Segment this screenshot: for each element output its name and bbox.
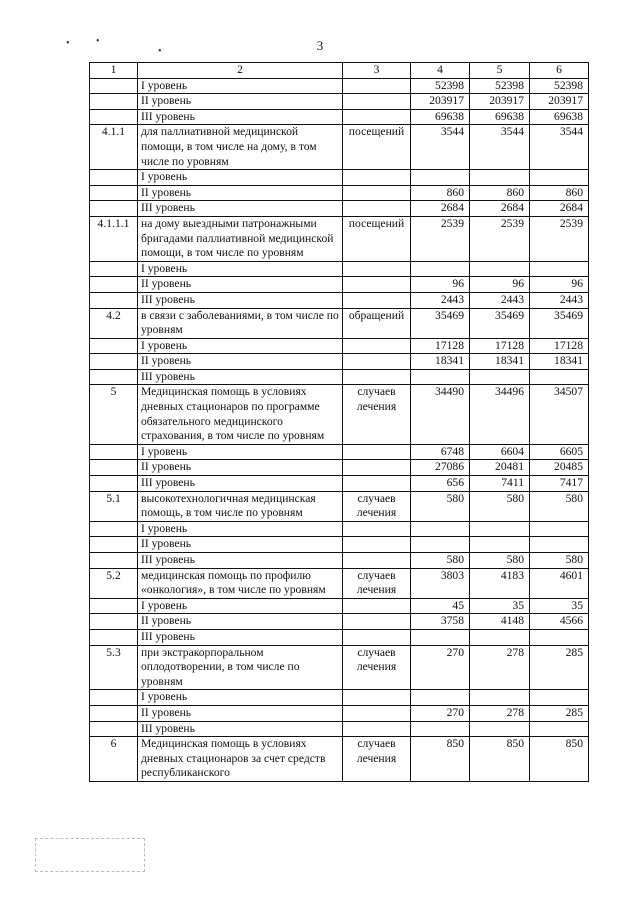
table-row <box>90 737 589 782</box>
row-label-cell: I уровень <box>138 78 343 94</box>
row-number-cell <box>90 690 138 706</box>
table-row <box>90 629 589 645</box>
value-cell-col6: 18341 <box>530 354 589 370</box>
row-number-cell: 6 <box>90 737 138 782</box>
value-cell-col6: 96 <box>530 277 589 293</box>
row-label-cell: III уровень <box>138 629 343 645</box>
value-cell-col6: 580 <box>530 491 589 521</box>
value-cell-col5: 17128 <box>470 338 530 354</box>
row-label-cell: I уровень <box>138 598 343 614</box>
value-cell-col4: 2539 <box>411 216 470 261</box>
table-row <box>90 721 589 737</box>
row-label-cell: III уровень <box>138 721 343 737</box>
value-cell-col4: 203917 <box>411 94 470 110</box>
value-cell-col5 <box>470 170 530 186</box>
row-number-cell <box>90 598 138 614</box>
value-cell-col6: 580 <box>530 553 589 569</box>
row-label-cell: II уровень <box>138 460 343 476</box>
value-cell-col4: 656 <box>411 476 470 492</box>
header-cell: 1 <box>90 63 138 79</box>
header-cell: 5 <box>470 63 530 79</box>
value-cell-col6: 4566 <box>530 614 589 630</box>
value-cell-col5 <box>470 721 530 737</box>
table-row <box>90 645 589 690</box>
row-number-cell <box>90 553 138 569</box>
unit-cell <box>343 338 411 354</box>
table-row <box>90 185 589 201</box>
row-label-cell: III уровень <box>138 553 343 569</box>
value-cell-col4 <box>411 369 470 385</box>
value-cell-col6: 69638 <box>530 109 589 125</box>
unit-cell: обращений <box>343 308 411 338</box>
row-label-cell: III уровень <box>138 369 343 385</box>
value-cell-col6 <box>530 537 589 553</box>
table-row <box>90 568 589 598</box>
value-cell-col4: 45 <box>411 598 470 614</box>
row-number-cell: 4.1.1 <box>90 125 138 170</box>
row-number-cell: 5.3 <box>90 645 138 690</box>
unit-cell <box>343 476 411 492</box>
row-label-cell: II уровень <box>138 705 343 721</box>
value-cell-col5: 35 <box>470 598 530 614</box>
value-cell-col6 <box>530 369 589 385</box>
unit-cell <box>343 537 411 553</box>
value-cell-col4: 6748 <box>411 444 470 460</box>
value-cell-col6 <box>530 521 589 537</box>
unit-cell <box>343 261 411 277</box>
row-label-cell: I уровень <box>138 444 343 460</box>
unit-cell: посещений <box>343 216 411 261</box>
table-row <box>90 385 589 444</box>
row-label-cell: Медицинская помощь в условиях дневных стационаров по программе обязательного медицинского страхования, в том числе по уровням <box>138 385 343 444</box>
row-number-cell <box>90 277 138 293</box>
value-cell-col5: 69638 <box>470 109 530 125</box>
value-cell-col4: 850 <box>411 737 470 782</box>
table-row <box>90 338 589 354</box>
unit-cell <box>343 292 411 308</box>
unit-cell <box>343 598 411 614</box>
row-label-cell: I уровень <box>138 521 343 537</box>
table-row <box>90 261 589 277</box>
row-number-cell <box>90 476 138 492</box>
row-label-cell: III уровень <box>138 109 343 125</box>
unit-cell <box>343 690 411 706</box>
unit-cell: случаев лечения <box>343 645 411 690</box>
row-label-cell: I уровень <box>138 338 343 354</box>
value-cell-col5: 35469 <box>470 308 530 338</box>
unit-cell: случаев лечения <box>343 737 411 782</box>
value-cell-col5: 860 <box>470 185 530 201</box>
value-cell-col4 <box>411 721 470 737</box>
row-label-cell: I уровень <box>138 261 343 277</box>
value-cell-col5: 3544 <box>470 125 530 170</box>
value-cell-col5: 850 <box>470 737 530 782</box>
scan-speck: • <box>96 36 100 47</box>
table-row <box>90 125 589 170</box>
row-number-cell <box>90 109 138 125</box>
table-row <box>90 308 589 338</box>
value-cell-col5: 4183 <box>470 568 530 598</box>
value-cell-col6: 35469 <box>530 308 589 338</box>
header-cell: 3 <box>343 63 411 79</box>
header-cell: 6 <box>530 63 589 79</box>
value-cell-col6: 34507 <box>530 385 589 444</box>
table-row <box>90 78 589 94</box>
value-cell-col5 <box>470 690 530 706</box>
value-cell-col6: 285 <box>530 705 589 721</box>
row-number-cell: 4.1.1.1 <box>90 216 138 261</box>
unit-cell <box>343 460 411 476</box>
row-label-cell: III уровень <box>138 476 343 492</box>
unit-cell <box>343 721 411 737</box>
table-row <box>90 94 589 110</box>
row-label-cell: медицинская помощь по профилю «онкология», в том числе по уровням <box>138 568 343 598</box>
row-label-cell: II уровень <box>138 614 343 630</box>
value-cell-col4 <box>411 629 470 645</box>
unit-cell <box>343 553 411 569</box>
table-row <box>90 277 589 293</box>
table-row <box>90 170 589 186</box>
table-row <box>90 614 589 630</box>
row-number-cell <box>90 521 138 537</box>
table-row <box>90 292 589 308</box>
unit-cell: случаев лечения <box>343 491 411 521</box>
unit-cell <box>343 201 411 217</box>
value-cell-col6: 203917 <box>530 94 589 110</box>
row-number-cell <box>90 721 138 737</box>
unit-cell <box>343 354 411 370</box>
row-label-cell: высокотехнологичная медицинская помощь, в том числе по уровням <box>138 491 343 521</box>
value-cell-col4: 34490 <box>411 385 470 444</box>
table-row <box>90 109 589 125</box>
row-label-cell: I уровень <box>138 170 343 186</box>
row-label-cell: на дому выездными патронажными бригадами паллиативной медицинской помощи, в том числе по уровням <box>138 216 343 261</box>
table-body <box>90 63 589 782</box>
value-cell-col5: 2443 <box>470 292 530 308</box>
unit-cell <box>343 614 411 630</box>
value-cell-col6: 3544 <box>530 125 589 170</box>
unit-cell <box>343 629 411 645</box>
value-cell-col6: 6605 <box>530 444 589 460</box>
value-cell-col5 <box>470 629 530 645</box>
row-label-cell: в связи с заболеваниями, в том числе по уровням <box>138 308 343 338</box>
value-cell-col5: 7411 <box>470 476 530 492</box>
row-number-cell <box>90 185 138 201</box>
table-row <box>90 598 589 614</box>
value-cell-col5: 580 <box>470 553 530 569</box>
value-cell-col4 <box>411 170 470 186</box>
unit-cell <box>343 521 411 537</box>
value-cell-col4: 2684 <box>411 201 470 217</box>
row-number-cell: 5 <box>90 385 138 444</box>
row-label-cell: II уровень <box>138 537 343 553</box>
row-label-cell: II уровень <box>138 185 343 201</box>
value-cell-col4 <box>411 537 470 553</box>
table-row <box>90 369 589 385</box>
stamp <box>35 838 145 872</box>
value-cell-col5: 203917 <box>470 94 530 110</box>
header-cell: 2 <box>138 63 343 79</box>
row-label-cell: II уровень <box>138 354 343 370</box>
value-cell-col6: 860 <box>530 185 589 201</box>
row-number-cell <box>90 705 138 721</box>
value-cell-col5 <box>470 369 530 385</box>
value-cell-col4: 580 <box>411 491 470 521</box>
value-cell-col5 <box>470 521 530 537</box>
value-cell-col4: 96 <box>411 277 470 293</box>
row-label-cell: III уровень <box>138 292 343 308</box>
value-cell-col5: 18341 <box>470 354 530 370</box>
value-cell-col4: 17128 <box>411 338 470 354</box>
value-cell-col6: 2539 <box>530 216 589 261</box>
unit-cell <box>343 170 411 186</box>
row-number-cell <box>90 354 138 370</box>
row-number-cell <box>90 94 138 110</box>
value-cell-col6 <box>530 690 589 706</box>
unit-cell: случаев лечения <box>343 385 411 444</box>
unit-cell <box>343 109 411 125</box>
table-row <box>90 444 589 460</box>
value-cell-col5: 52398 <box>470 78 530 94</box>
table-row <box>90 690 589 706</box>
table-row <box>90 476 589 492</box>
table-row <box>90 201 589 217</box>
unit-cell <box>343 705 411 721</box>
value-cell-col4: 35469 <box>411 308 470 338</box>
row-number-cell <box>90 170 138 186</box>
value-cell-col4: 270 <box>411 645 470 690</box>
value-cell-col6: 285 <box>530 645 589 690</box>
value-cell-col5: 580 <box>470 491 530 521</box>
row-number-cell <box>90 460 138 476</box>
unit-cell: посещений <box>343 125 411 170</box>
row-number-cell <box>90 629 138 645</box>
row-label-cell: Медицинская помощь в условиях дневных стационаров за счет средств республиканского <box>138 737 343 782</box>
value-cell-col5: 278 <box>470 645 530 690</box>
row-label-cell: для паллиативной медицинской помощи, в том числе на дому, в том числе по уровням <box>138 125 343 170</box>
unit-cell: случаев лечения <box>343 568 411 598</box>
unit-cell <box>343 277 411 293</box>
value-cell-col4: 2443 <box>411 292 470 308</box>
value-cell-col5: 20481 <box>470 460 530 476</box>
table-row <box>90 491 589 521</box>
row-number-cell <box>90 444 138 460</box>
value-cell-col4: 580 <box>411 553 470 569</box>
value-cell-col4: 52398 <box>411 78 470 94</box>
value-cell-col6 <box>530 629 589 645</box>
value-cell-col6: 52398 <box>530 78 589 94</box>
value-cell-col4 <box>411 521 470 537</box>
value-cell-col4: 3758 <box>411 614 470 630</box>
row-number-cell <box>90 261 138 277</box>
scan-speck: • <box>158 46 162 57</box>
header-row <box>90 63 589 79</box>
row-number-cell: 5.2 <box>90 568 138 598</box>
row-label-cell: III уровень <box>138 201 343 217</box>
value-cell-col6: 35 <box>530 598 589 614</box>
table-row <box>90 460 589 476</box>
row-number-cell <box>90 338 138 354</box>
value-cell-col4: 69638 <box>411 109 470 125</box>
table-row <box>90 354 589 370</box>
value-cell-col5: 2539 <box>470 216 530 261</box>
row-number-cell <box>90 537 138 553</box>
page-number: 3 <box>316 38 324 53</box>
value-cell-col6: 20485 <box>530 460 589 476</box>
value-cell-col6 <box>530 721 589 737</box>
value-cell-col4: 270 <box>411 705 470 721</box>
unit-cell <box>343 444 411 460</box>
value-cell-col4: 3544 <box>411 125 470 170</box>
table-row <box>90 537 589 553</box>
row-label-cell: I уровень <box>138 690 343 706</box>
row-number-cell: 4.2 <box>90 308 138 338</box>
value-cell-col4: 18341 <box>411 354 470 370</box>
row-number-cell <box>90 78 138 94</box>
row-number-cell <box>90 614 138 630</box>
unit-cell <box>343 185 411 201</box>
table-row <box>90 521 589 537</box>
unit-cell <box>343 94 411 110</box>
table-row <box>90 705 589 721</box>
value-cell-col6: 4601 <box>530 568 589 598</box>
value-cell-col6: 7417 <box>530 476 589 492</box>
value-cell-col4: 3803 <box>411 568 470 598</box>
row-label-cell: II уровень <box>138 94 343 110</box>
header-cell: 4 <box>411 63 470 79</box>
value-cell-col4: 27086 <box>411 460 470 476</box>
row-number-cell <box>90 369 138 385</box>
table-row <box>90 216 589 261</box>
value-cell-col6: 17128 <box>530 338 589 354</box>
value-cell-col5: 96 <box>470 277 530 293</box>
row-number-cell <box>90 201 138 217</box>
row-number-cell: 5.1 <box>90 491 138 521</box>
unit-cell <box>343 78 411 94</box>
value-cell-col6: 2443 <box>530 292 589 308</box>
value-cell-col5: 6604 <box>470 444 530 460</box>
value-cell-col6 <box>530 170 589 186</box>
value-cell-col6 <box>530 261 589 277</box>
value-cell-col6: 2684 <box>530 201 589 217</box>
value-cell-col5: 278 <box>470 705 530 721</box>
row-label-cell: II уровень <box>138 277 343 293</box>
row-number-cell <box>90 292 138 308</box>
value-cell-col4: 860 <box>411 185 470 201</box>
unit-cell <box>343 369 411 385</box>
value-cell-col5 <box>470 261 530 277</box>
value-cell-col5: 34496 <box>470 385 530 444</box>
value-cell-col4 <box>411 690 470 706</box>
value-cell-col6: 850 <box>530 737 589 782</box>
table-row <box>90 553 589 569</box>
data-table <box>89 62 589 782</box>
value-cell-col4 <box>411 261 470 277</box>
value-cell-col5: 4148 <box>470 614 530 630</box>
row-label-cell: при экстракорпоральном оплодотворении, в том числе по уровням <box>138 645 343 690</box>
value-cell-col5 <box>470 537 530 553</box>
value-cell-col5: 2684 <box>470 201 530 217</box>
scan-speck: • <box>66 38 70 49</box>
